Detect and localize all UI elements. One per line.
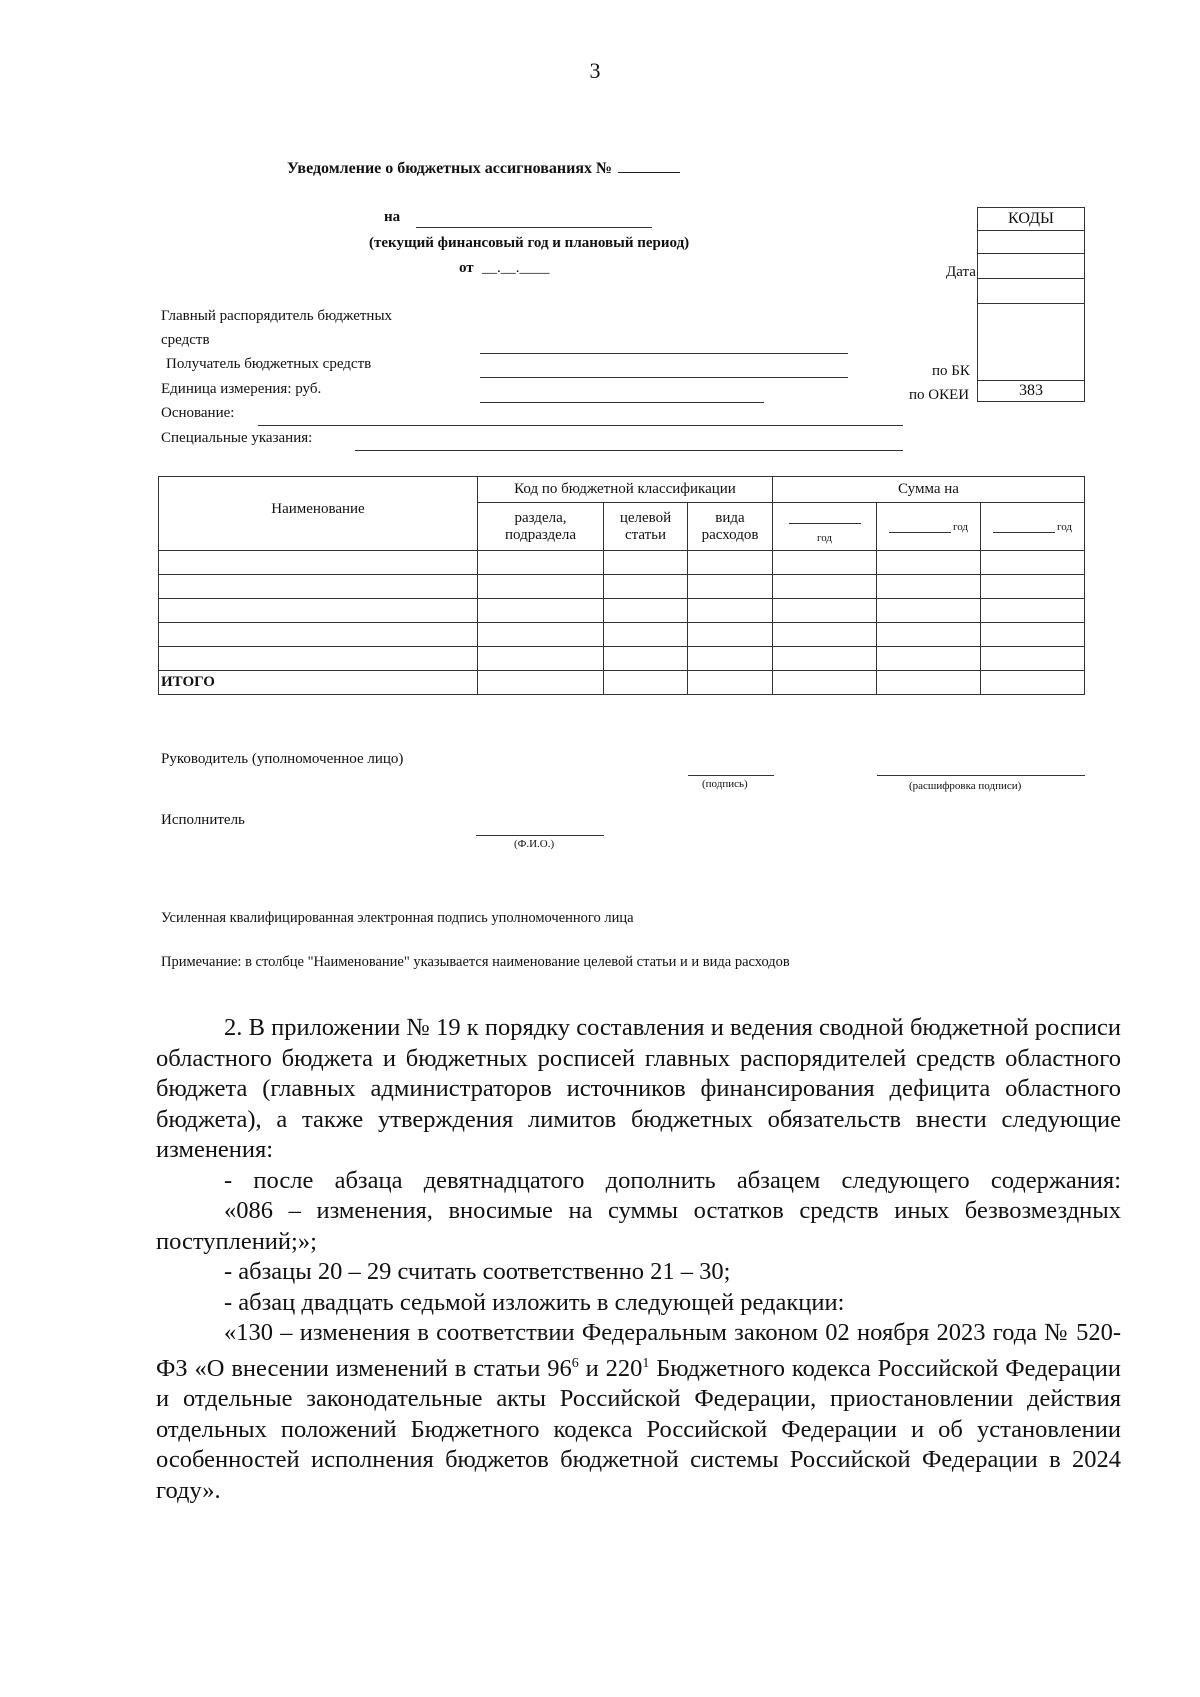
paragraph-4: - абзацы 20 – 29 считать соответственно 21 – 30; bbox=[224, 1258, 731, 1285]
codes-cell-1 bbox=[978, 231, 1085, 254]
codes-date-cell bbox=[978, 254, 1085, 279]
amendment-text bbox=[156, 1013, 1121, 1506]
special-line bbox=[355, 450, 903, 451]
paragraph-6 bbox=[156, 1318, 1121, 1506]
section-header-1: раздела, bbox=[514, 509, 567, 526]
paragraph-6-part-a: «130 – изменения в соответствии Федеральным законом 02 ноября 2023 года № 520-ФЗ «О внесении изменений в статьи 96 bbox=[156, 1319, 1121, 1382]
chief-manager-label-1: Главный распорядитель бюджетных bbox=[161, 308, 393, 324]
target-header-2: статьи bbox=[624, 526, 667, 543]
expense-header-1: вида bbox=[715, 509, 745, 526]
signature-line bbox=[688, 775, 774, 776]
section-header-2: подраздела bbox=[505, 526, 576, 543]
na-line bbox=[416, 227, 652, 228]
recipient-line bbox=[480, 377, 848, 378]
form-title-text: Уведомление о бюджетных ассигнованиях № bbox=[287, 160, 613, 177]
total-label: ИТОГО bbox=[159, 671, 478, 695]
date-label: Дата bbox=[946, 264, 976, 280]
codes-okei-cell: 383 bbox=[978, 381, 1085, 402]
expense-header bbox=[688, 503, 773, 551]
signature-caption: (подпись) bbox=[702, 778, 748, 790]
paragraph-6-part-c: Бюджетного кодекса Российской Федерации и отдельные законодательные акты Российской Федерации, приостановлении действия отдельных положений Бюджетного кодекса Российской Федерации и об установлении особенностей исполнения бюджетов бюджетной системы Российской Федерации в 2024 году». bbox=[156, 1354, 1121, 1504]
form-title bbox=[287, 158, 680, 178]
table-row bbox=[159, 599, 1085, 623]
basis-line bbox=[258, 425, 903, 426]
executor-label: Исполнитель bbox=[161, 812, 245, 828]
recipient-label: Получатель бюджетных средств bbox=[166, 356, 372, 372]
unit-label: Единица измерения: руб. bbox=[161, 381, 322, 397]
fio-line bbox=[476, 835, 604, 836]
year-3-blank bbox=[993, 532, 1055, 533]
po-okei-label: по ОКЕИ bbox=[909, 387, 970, 403]
year-1-label: год bbox=[816, 532, 833, 544]
fio-caption: (Ф.И.О.) bbox=[514, 838, 555, 850]
paragraph-2: - после абзаца девятнадцатого дополнить абзацем следующего содержания: bbox=[224, 1166, 1121, 1194]
chief-manager-line bbox=[480, 353, 848, 354]
target-header-1: целевой bbox=[619, 509, 672, 526]
table-row bbox=[159, 647, 1085, 671]
section-header bbox=[478, 503, 604, 551]
year-2-header bbox=[877, 503, 981, 551]
po-bk-label: по БК bbox=[932, 363, 970, 379]
year-1-blank bbox=[789, 509, 861, 524]
year-3-header bbox=[981, 503, 1085, 551]
year-2-blank bbox=[889, 532, 951, 533]
form-number-blank bbox=[618, 158, 680, 173]
year-3-label: год bbox=[1056, 520, 1073, 533]
paragraph-6-part-b: и 220 bbox=[578, 1354, 643, 1382]
footnote: Примечание: в столбце "Наименование" указывается наименование целевой статьи и и вида расходов bbox=[161, 954, 790, 970]
superscript-1: 1 bbox=[642, 1355, 650, 1371]
superscript-6: 6 bbox=[571, 1355, 579, 1371]
ot-label: от bbox=[459, 260, 474, 276]
paragraph-3: «086 – изменения, вносимые на суммы остатков средств иных безвозмездных поступлений;»; bbox=[156, 1197, 1121, 1255]
codes-cell-3 bbox=[978, 279, 1085, 304]
table-row bbox=[159, 551, 1085, 575]
sum-header: Сумма на bbox=[773, 477, 1085, 503]
period-label: (текущий финансовый год и плановый период) bbox=[369, 235, 690, 251]
table-row bbox=[159, 575, 1085, 599]
head-label: Руководитель (уполномоченное лицо) bbox=[161, 751, 404, 767]
expense-header-2: расходов bbox=[701, 526, 759, 543]
decoding-line bbox=[877, 775, 1085, 776]
unit-line bbox=[480, 402, 764, 403]
decoding-caption: (расшифровка подписи) bbox=[909, 780, 1022, 792]
date-placeholder: __.__.____ bbox=[482, 260, 550, 276]
table-row bbox=[159, 623, 1085, 647]
digital-signature-note: Усиленная квалифицированная электронная подпись уполномоченного лица bbox=[161, 910, 634, 926]
na-label: на bbox=[384, 209, 401, 225]
basis-label: Основание: bbox=[161, 405, 235, 421]
classification-header: Код по бюджетной классификации bbox=[478, 477, 773, 503]
codes-bk-cell bbox=[978, 304, 1085, 381]
allocations-table bbox=[158, 476, 1085, 695]
codes-table bbox=[977, 207, 1085, 402]
year-2-label: год bbox=[952, 520, 969, 533]
name-header: Наименование bbox=[159, 477, 478, 551]
special-label: Специальные указания: bbox=[161, 430, 313, 446]
target-header bbox=[604, 503, 688, 551]
total-row bbox=[159, 671, 1085, 695]
page-number: 3 bbox=[589, 58, 601, 83]
year-1-header bbox=[773, 503, 877, 551]
paragraph-5: - абзац двадцать седьмой изложить в следующей редакции: bbox=[224, 1288, 845, 1316]
chief-manager-label-2: средств bbox=[161, 332, 210, 348]
codes-header: КОДЫ bbox=[978, 208, 1085, 231]
paragraph-1: 2. В приложении № 19 к порядку составления и ведения сводной бюджетной росписи областного бюджета и бюджетных росписей главных распорядителей средств областного бюджета (главных администраторов источников финансирования дефицита областного бюджета), а также утверждения лимитов бюджетных обязательств внести следующие изменения: bbox=[156, 1014, 1121, 1163]
